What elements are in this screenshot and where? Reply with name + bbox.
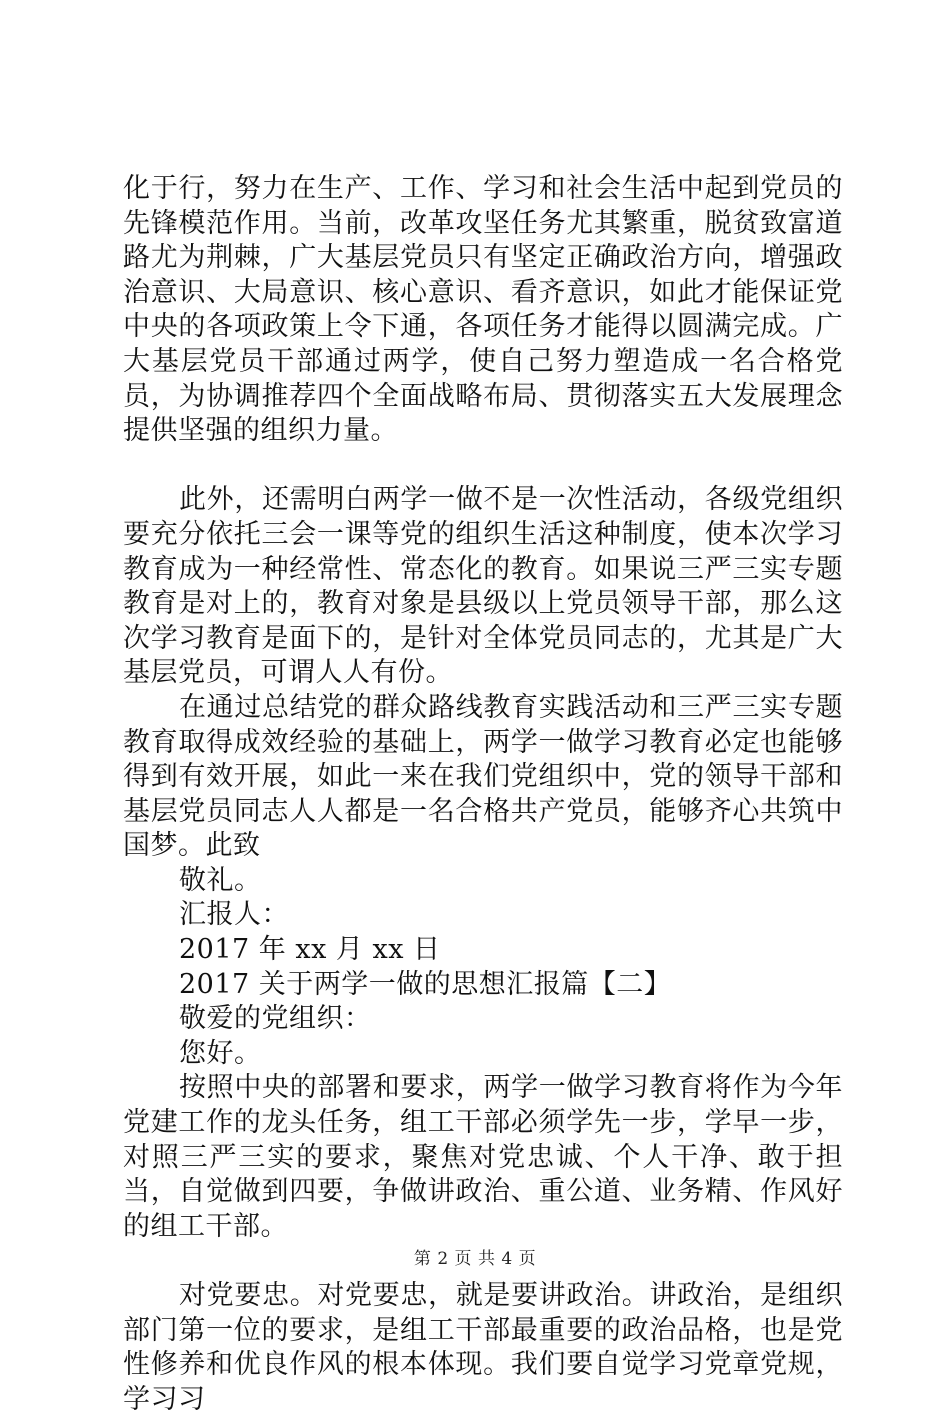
date-line: 2017 年 xx 月 xx 日 <box>179 934 441 966</box>
paragraph-3: 在通过总结党的群众路线教育实践活动和三严三实专题教育取得成效经验的基础上，两学一做学习教育必定也能够得到有效开展，如此一来在我们党组织中，党的领导干部和基层党员同志人人都是一名合格共产党员，能够齐心共筑中国梦。此致 <box>123 691 843 862</box>
page-number-footer: 第 2 页 共 4 页 <box>413 1249 537 1269</box>
greeting-line: 您好。 <box>179 1037 262 1069</box>
paragraph-gap <box>123 449 843 484</box>
section-title: 2017 关于两学一做的思想汇报篇【二】 <box>179 968 672 1000</box>
paragraph-4: 按照中央的部署和要求，两学一做学习教育将作为今年党建工作的龙头任务，组工干部必须学先一步，学早一步，对照三严三实的要求，聚焦对党忠诚、个人干净、敢于担当，自觉做到四要，争做讲政治、重公道、业务精、作风好的组工干部。 <box>123 1072 843 1242</box>
paragraph-5: 对党要忠。对党要忠，就是要讲政治。讲政治，是组织部门第一位的要求，是组工干部最重要的政治品格，也是党性修养和优良作风的根本体现。我们要自觉学习党章党规，学习习 <box>123 1280 843 1415</box>
paragraph-2: 此外，还需明白两学一做不是一次性活动，各级党组织要充分依托三会一课等党的组织生活这种制度，使本次学习教育成为一种经常性、常态化的教育。如果说三严三实专题教育是对上的，教育对象是县级以上党员领导干部，那么这次学习教育是面下的，是针对全体党员同志的，尤其是广大基层党员，可谓人人有份。 <box>123 484 843 689</box>
closing-line: 敬礼。 <box>179 864 262 896</box>
salutation-line: 敬爱的党组织： <box>179 1003 372 1035</box>
reporter-line: 汇报人： <box>179 899 289 931</box>
paragraph-1: 化于行，努力在生产、工作、学习和社会生活中起到党员的先锋模范作用。当前，改革攻坚任务尤其繁重，脱贫致富道路尤为荆棘，广大基层党员只有坚定正确政治方向，增强政治意识、大局意识、核心意识、看齐意识，如此才能保证党中央的各项政策上令下通，各项任务才能得以圆满完成。广大基层党员干部通过两学，使自己努力塑造成一名合格党员，为协调推荐四个全面战略布局、贯彻落实五大发展理念提供坚强的组织力量。 <box>123 173 843 447</box>
document-body <box>123 172 843 1417</box>
